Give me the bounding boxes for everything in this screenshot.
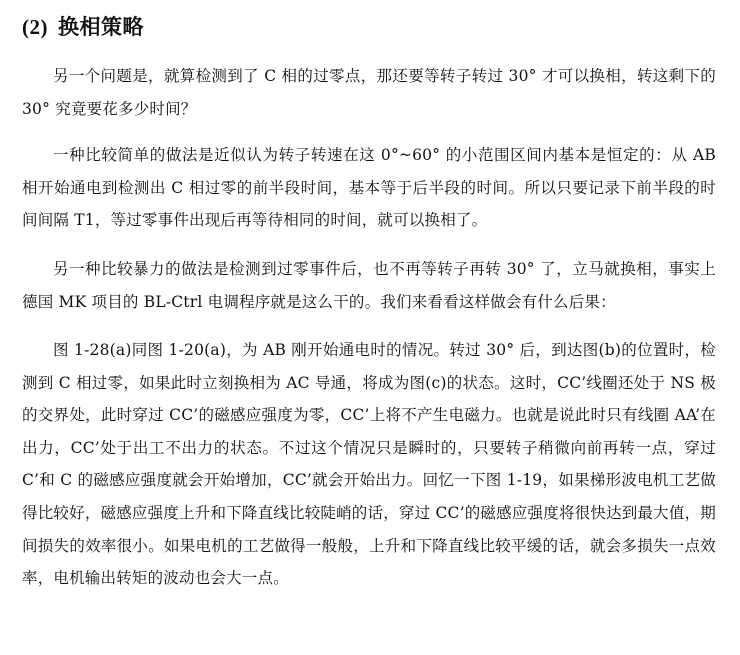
section-title: 换相策略 [58,14,144,39]
paragraph-zero-crossing-question: 另一个问题是，就算检测到了 C 相的过零点，那还要等转子转过 30° 才可以换相，转这剩下的 30° 究竟要花多少时间？ [22,67,716,118]
paragraph-figure-analysis: 图 1-28(a)同图 1-20(a)，为 AB 刚开始通电时的情况。转过 30° 后，到达图(b)的位置时，检测到 C 相过零，如果此时立刻换相为 AC 导通，将成为图(c)的状态。这时，CC’线圈还处于 NS 极的交界处，此时穿过 CC’的磁感应强度为零，CC’上将不产生电磁力。也就是说此时只有线圈 AA’在出力，CC’处于出工不出力的状态。不过这个情况只是瞬时的，只要转子稍微向前再转一点，穿过 C’和 C 的磁感应强度就会开始增加，CC’就会开始出力。回忆一下图 1-19，如果梯形波电机工艺做得比较好，磁感应强度上升和下降直线比较陡峭的话，穿过 CC’的磁感应强度将很快达到最大值，期间损失的效率很小。如果电机的工艺做得一般般，上升和下降直线比较平缓的话，就会多损失一点效率，电机输出转矩的波动也会大一点。 [22,341,716,588]
section-number: (2) [22,15,48,39]
paragraph-simple-method: 一种比较简单的做法是近似认为转子转速在这 0°~60° 的小范围区间内基本是恒定的：从 AB 相开始通电到检测出 C 相过零的前半段时间，基本等于后半段的时间。所以只要记录下前半段的时间间隔 T1，等过零事件出现后再等待相同的时间，就可以换相了。 [22,146,716,230]
paragraph-brute-force-method: 另一种比较暴力的做法是检测到过零事件后，也不再等转子再转 30° 了，立马就换相，事实上德国 MK 项目的 BL-Ctrl 电调程序就是这么干的。我们来看看这样做会有什么后果： [22,260,716,311]
section-heading [22,12,144,42]
